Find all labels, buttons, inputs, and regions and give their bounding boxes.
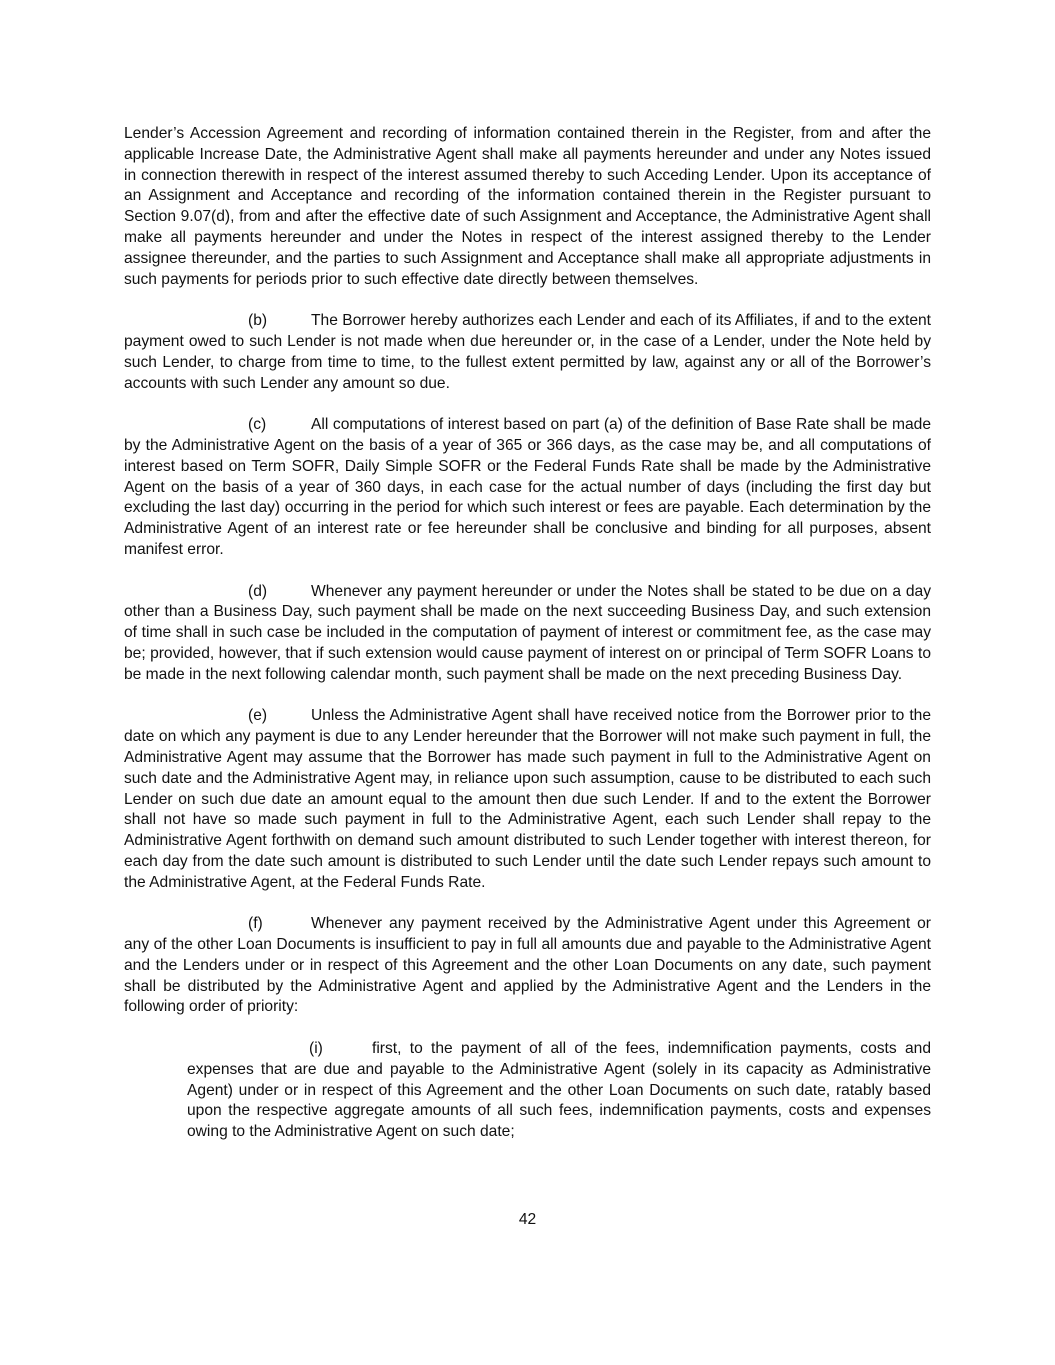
paragraph-b bbox=[124, 311, 931, 394]
document-body bbox=[124, 124, 931, 1143]
paragraph-d bbox=[124, 582, 931, 686]
paragraph-e bbox=[124, 706, 931, 893]
subparagraph-label: (i) bbox=[309, 1040, 323, 1058]
paragraph-text: All computations of interest based on part (a) of the definition of Base Rate shall be made by the Administrative Agent on the basis of a year of 365 or 366 days, as the case may be, and all computations of interest based on Term SOFR, Daily Simple SOFR or the Federal Funds Rate shall be made by the Administrative Agent on the basis of a year of 360 days, in each case for the actual number of days (including the first day but excluding the last day) occurring in the period for which such interest or fees are payable. Each determination by the Administrative Agent of an interest rate or fee hereunder shall be conclusive and binding for all purposes, absent manifest error. bbox=[124, 416, 931, 558]
paragraph-c bbox=[124, 415, 931, 561]
paragraph-label: (d) bbox=[248, 582, 268, 600]
paragraph-label: (e) bbox=[248, 707, 268, 725]
paragraph-text: The Borrower hereby authorizes each Lender and each of its Affiliates, if and to the extent payment owed to such Lender is not made when due hereunder or, in the case of a Lender, under the Note held by such Lender, to charge from time to time, to the fullest extent permitted by law, against any or all of the Borrower’s accounts with such Lender any amount so due. bbox=[124, 312, 931, 392]
subparagraph-text: first, to the payment of all of the fees, indemnification payments, costs and expenses that are due and payable to the Administrative Agent (solely in its capacity as Administrative Agent) under or in respect of this Agreement and the other Loan Documents on such date, ratably based upon the respective aggregate amounts of all such fees, indemnification payments, costs and expenses owing to the Administrative Agent on such date; bbox=[187, 1040, 931, 1141]
paragraph-text: Unless the Administrative Agent shall have received notice from the Borrower prior to the date on which any payment is due to any Lender hereunder that the Borrower will not make such payment in full, the Administrative Agent may assume that the Borrower has made such payment in full to the Administrative Agent on such date and the Administrative Agent may, in reliance upon such assumption, cause to be distributed to each such Lender on such due date an amount equal to the amount then due such Lender. If and to the extent the Borrower shall not have so made such payment in full to the Administrative Agent, each such Lender shall repay to the Administrative Agent forthwith on demand such amount distributed to such Lender together with interest thereon, for each day from the date such amount is distributed to such Lender until the date such Lender repays such amount to the Administrative Agent, at the Federal Funds Rate. bbox=[124, 707, 931, 891]
paragraph-text: Lender’s Accession Agreement and recording of information contained therein in the Register, from and after the applicable Increase Date, the Administrative Agent shall make all payments hereunder and under any Notes issued in connection therewith in respect of the interest assumed thereby to such Acceding Lender. Upon its acceptance of an Assignment and Acceptance and recording of the information contained therein in the Register pursuant to Section 9.07(d), from and after the effective date of such Assignment and Acceptance, the Administrative Agent shall make all payments hereunder and under the Notes in respect of the interest assigned thereby to the Lender assignee thereunder, and the parties to such Assignment and Acceptance shall make all appropriate adjustments in such payments for periods prior to such effective date directly between themselves. bbox=[124, 125, 931, 288]
page-number: 42 bbox=[518, 1211, 537, 1228]
paragraph-f bbox=[124, 914, 931, 1018]
paragraph-label: (c) bbox=[248, 416, 267, 434]
paragraph-label: (f) bbox=[248, 915, 263, 933]
paragraph-label: (b) bbox=[248, 312, 268, 330]
paragraph-text: Whenever any payment hereunder or under the Notes shall be stated to be due on a day other than a Business Day, such payment shall be made on the next succeeding Business Day, and such extension of time shall in such case be included in the computation of payment of interest or commitment fee, as the case may be; provided, however, that if such extension would cause payment of interest on or principal of Term SOFR Loans to be made in the next following calendar month, such payment shall be made on the next preceding Business Day. bbox=[124, 582, 931, 683]
subparagraph-i bbox=[187, 1039, 931, 1143]
paragraph-text: Whenever any payment received by the Administrative Agent under this Agreement or any of the other Loan Documents is insufficient to pay in full all amounts due and payable to the Administrative Agent and the Lenders under or in respect of this Agreement and the other Loan Documents on any date, such payment shall be distributed by the Administrative Agent and applied by the Administrative Agent and the Lenders in the following order of priority: bbox=[124, 915, 931, 1016]
paragraph-continuation bbox=[124, 124, 931, 290]
